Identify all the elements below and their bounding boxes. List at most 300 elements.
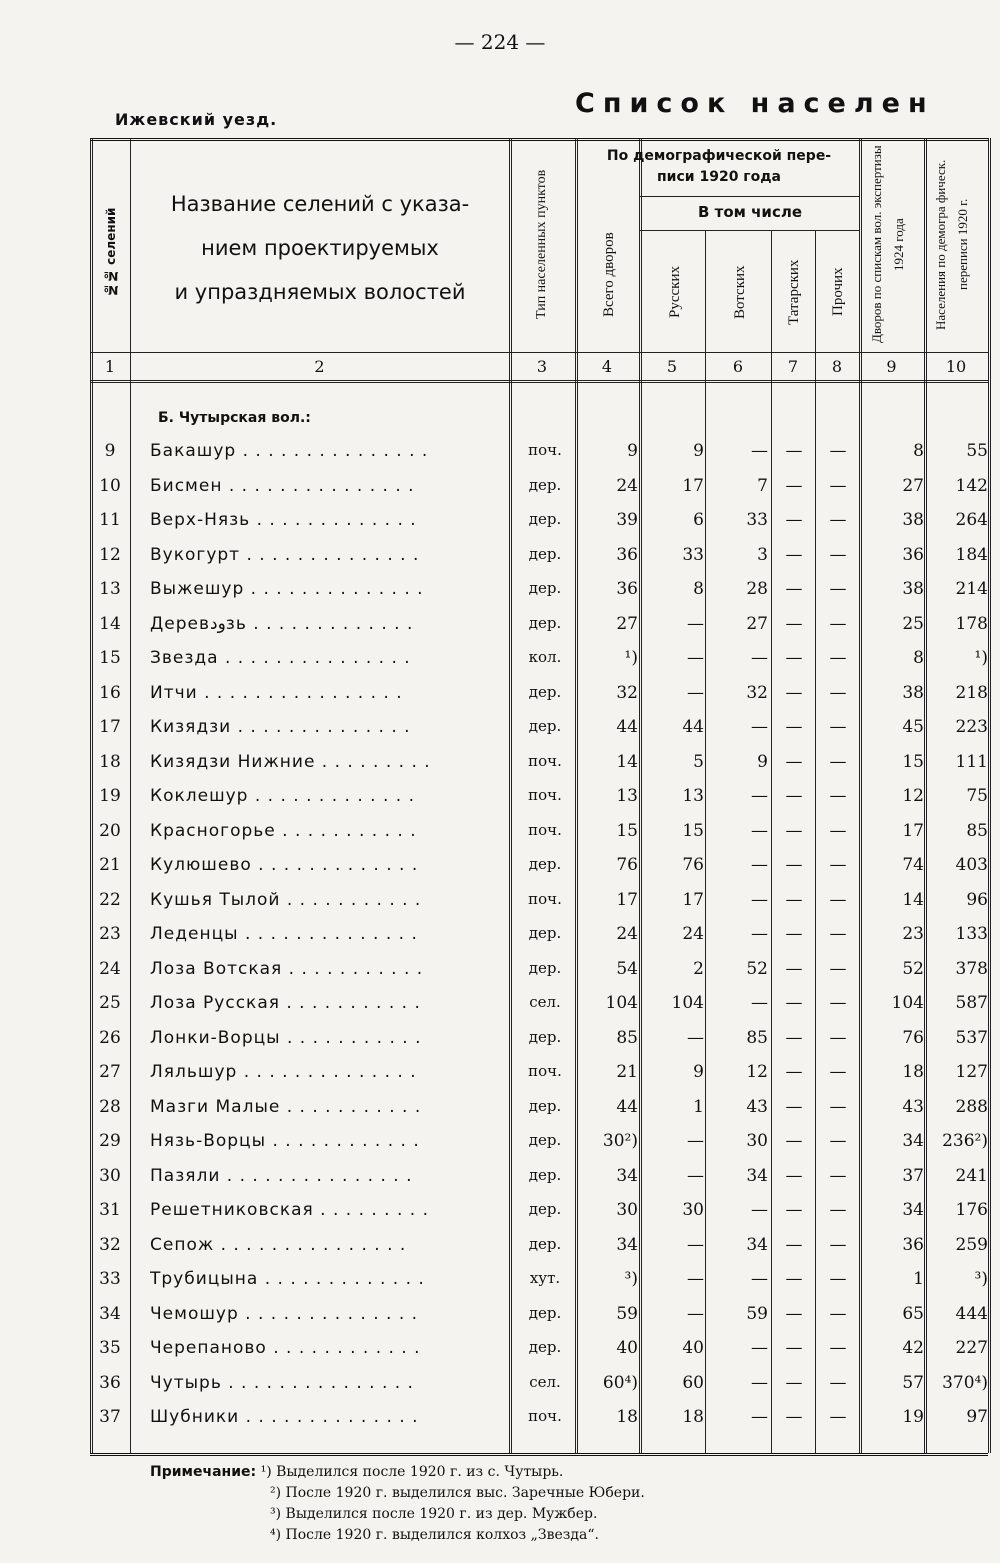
cell-c10: ³) — [974, 1269, 988, 1289]
table-row — [0, 1056, 1000, 1090]
cell-type: дер. — [528, 958, 562, 977]
table-row — [0, 746, 1000, 780]
cell-name: Верх-Нязь . . . . . . . . . . . . . — [150, 510, 417, 530]
cell-c4: 44 — [616, 1096, 638, 1117]
cell-c6: — — [751, 889, 768, 910]
cell-c9: 45 — [902, 717, 924, 737]
col-header-num: №№ селений — [104, 207, 118, 298]
cell-c7: — — [785, 924, 803, 944]
section-title: Б. Чутырская вол.: — [158, 410, 311, 426]
cell-c5: 30 — [682, 1200, 704, 1220]
cell-n: 31 — [99, 1200, 121, 1220]
cell-c5: — — [687, 1165, 704, 1186]
cell-c6: — — [751, 1200, 768, 1220]
cell-c9: 36 — [902, 544, 924, 565]
cell-c6: — — [751, 993, 768, 1013]
cell-name: Чутырь . . . . . . . . . . . . . . . — [150, 1372, 414, 1393]
cell-c8: — — [829, 1062, 847, 1082]
cell-c9: 12 — [902, 786, 924, 806]
cell-c6: — — [751, 855, 768, 875]
cell-c10: 96 — [966, 889, 988, 910]
cell-c10: 227 — [955, 1338, 988, 1358]
cell-type: поч. — [528, 1062, 562, 1080]
cell-c6: — — [751, 648, 768, 668]
cell-name: Мазги Малые . . . . . . . . . . . — [150, 1096, 422, 1117]
table-row — [0, 1229, 1000, 1263]
cell-c10: 214 — [955, 579, 988, 599]
col-header-name-line: нием проектируемых — [201, 236, 439, 260]
cell-c10: 111 — [955, 751, 988, 772]
cell-c9: 42 — [902, 1338, 924, 1358]
cell-c7: — — [785, 1407, 803, 1427]
cell-type: сел. — [529, 1372, 561, 1391]
cell-n: 24 — [99, 958, 121, 979]
cell-c4: 40 — [616, 1338, 638, 1358]
col-header-total: Всего дворов — [601, 232, 617, 318]
cell-c6: 30 — [746, 1131, 768, 1151]
cell-c4: 27 — [616, 613, 638, 634]
cell-c7: — — [785, 1303, 803, 1324]
cell-c4: 15 — [616, 820, 638, 841]
cell-c6: 52 — [746, 958, 768, 979]
cell-c10: 85 — [966, 820, 988, 841]
cell-n: 16 — [99, 682, 121, 703]
cell-n: 32 — [99, 1234, 121, 1255]
cell-name: Деревودзь . . . . . . . . . . . . . — [150, 613, 414, 634]
cell-type: дер. — [528, 924, 562, 942]
cell-c9: 38 — [902, 510, 924, 530]
cell-c4: 18 — [616, 1407, 638, 1427]
cell-c7: — — [785, 1131, 803, 1151]
cell-c10: 218 — [955, 682, 988, 703]
cell-type: дер. — [528, 1027, 562, 1046]
table-row — [0, 1401, 1000, 1435]
cell-name: Ляльшур . . . . . . . . . . . . . . — [150, 1062, 417, 1082]
cell-c9: 23 — [902, 924, 924, 944]
table-row — [0, 1194, 1000, 1228]
group-header-demography — [580, 146, 858, 188]
cell-c4: 21 — [616, 1062, 638, 1082]
col-number: 2 — [314, 357, 325, 376]
col-number: 1 — [104, 357, 116, 376]
cell-c6: — — [751, 820, 768, 841]
cell-type: дер. — [528, 1303, 562, 1322]
page-number: — 224 — — [454, 30, 546, 54]
cell-name: Коклешур . . . . . . . . . . . . . — [150, 786, 415, 806]
cell-c4: 24 — [616, 924, 638, 944]
cell-c7: — — [785, 751, 803, 772]
cell-c10: 97 — [966, 1407, 988, 1427]
col-header-tatar: Татарских — [786, 259, 802, 325]
cell-c10: 259 — [955, 1234, 988, 1255]
cell-n: 26 — [99, 1027, 121, 1048]
cell-type: дер. — [528, 1234, 562, 1253]
col-header-households-1924: Дворов по спискам вол. экспертизы 1924 года — [869, 145, 906, 344]
cell-type: поч. — [528, 751, 562, 770]
cell-c10: 444 — [955, 1303, 988, 1324]
cell-c5: 33 — [682, 544, 704, 565]
table-row — [0, 1091, 1000, 1125]
col-header-name-line: Название селений с указа- — [170, 192, 470, 216]
cell-c5: 9 — [693, 1062, 704, 1082]
cell-c8: — — [829, 1131, 847, 1151]
cell-c7: — — [785, 544, 803, 565]
cell-c9: 18 — [902, 1062, 924, 1082]
cell-c4: 104 — [605, 993, 638, 1013]
cell-type: сел. — [529, 993, 561, 1011]
cell-n: 14 — [99, 613, 121, 634]
cell-name: Выжешур . . . . . . . . . . . . . . — [150, 579, 424, 599]
cell-c10: 241 — [955, 1165, 988, 1186]
cell-c5: 24 — [682, 924, 704, 944]
table-row — [0, 539, 1000, 573]
cell-c4: 36 — [616, 544, 638, 565]
cell-name: Вукогурт . . . . . . . . . . . . . . — [150, 544, 420, 565]
cell-c6: — — [751, 1407, 768, 1427]
cell-c4: 60⁴) — [602, 1372, 638, 1393]
cell-c8: — — [829, 1234, 847, 1255]
cell-name: Лоза Вотская . . . . . . . . . . . — [150, 958, 424, 979]
cell-c6: 12 — [746, 1062, 768, 1082]
col-header-name-line: и упраздняемых волостей — [174, 280, 466, 304]
cell-c8: — — [829, 717, 847, 737]
cell-c5: — — [687, 613, 704, 634]
table-row — [0, 504, 1000, 538]
cell-c6: 28 — [746, 579, 768, 599]
cell-c7: — — [785, 717, 803, 737]
table-row — [0, 1298, 1000, 1332]
cell-c7: — — [785, 1234, 803, 1255]
cell-type: дер. — [528, 717, 562, 735]
cell-c5: 2 — [693, 958, 704, 979]
cell-n: 23 — [99, 924, 121, 944]
table-row — [0, 470, 1000, 504]
cell-c10: 178 — [955, 613, 988, 634]
cell-c7: — — [785, 1062, 803, 1082]
cell-type: дер. — [528, 1338, 562, 1356]
cell-c5: — — [687, 682, 704, 703]
note-item: ¹) Выделился после 1920 г. из с. Чутырь. — [260, 1464, 564, 1480]
cell-type: дер. — [528, 613, 562, 632]
cell-c5: 1 — [693, 1096, 704, 1117]
cell-c7: — — [785, 1372, 803, 1393]
cell-n: 19 — [99, 786, 121, 806]
cell-type: дер. — [528, 475, 562, 494]
cell-type: дер. — [528, 855, 562, 873]
cell-c8: — — [829, 1269, 847, 1289]
cell-c5: — — [687, 648, 704, 668]
cell-c5: 17 — [682, 475, 704, 496]
cell-c6: 43 — [746, 1096, 768, 1117]
cell-c8: — — [829, 820, 847, 841]
cell-n: 22 — [99, 889, 121, 910]
table-row — [0, 918, 1000, 952]
cell-c7: — — [785, 475, 803, 496]
cell-c7: — — [785, 1269, 803, 1289]
cell-c5: 8 — [693, 579, 704, 599]
table-row — [0, 642, 1000, 676]
cell-c4: 85 — [616, 1027, 638, 1048]
cell-name: Красногорье . . . . . . . . . . . — [150, 820, 417, 841]
cell-n: 17 — [99, 717, 121, 737]
cell-n: 34 — [99, 1303, 121, 1324]
col-number: 10 — [945, 357, 967, 376]
cell-c4: 34 — [616, 1234, 638, 1255]
cell-c5: 17 — [682, 889, 704, 910]
cell-c8: — — [829, 1372, 847, 1393]
cell-name: Лоза Русская . . . . . . . . . . . — [150, 993, 421, 1013]
table-row — [0, 1263, 1000, 1297]
table-row — [0, 987, 1000, 1021]
cell-n: 36 — [99, 1372, 121, 1393]
cell-c6: — — [751, 1338, 768, 1358]
cell-c9: 34 — [902, 1200, 924, 1220]
cell-name: Пазяли . . . . . . . . . . . . . . . — [150, 1165, 413, 1186]
cell-c6: 34 — [746, 1165, 768, 1186]
cell-c9: 38 — [902, 682, 924, 703]
table-row — [0, 1332, 1000, 1366]
cell-c8: — — [829, 889, 847, 910]
cell-name: Сепож . . . . . . . . . . . . . . . — [150, 1234, 407, 1255]
col-header-votyak: Вотских — [732, 265, 748, 319]
cell-type: поч. — [528, 441, 562, 459]
cell-c8: — — [829, 1303, 847, 1324]
cell-c10: 537 — [955, 1027, 988, 1048]
cell-c7: — — [785, 648, 803, 668]
cell-c5: 15 — [682, 820, 704, 841]
cell-c6: — — [751, 441, 768, 461]
cell-c9: 8 — [913, 441, 924, 461]
cell-c8: — — [829, 648, 847, 668]
rule — [90, 352, 988, 353]
cell-name: Шубники . . . . . . . . . . . . . . — [150, 1407, 419, 1427]
cell-c7: — — [785, 682, 803, 703]
rule — [639, 230, 859, 231]
cell-c6: 32 — [746, 682, 768, 703]
cell-c6: 33 — [746, 510, 768, 530]
notes-label: Примечание: — [150, 1464, 257, 1480]
cell-c5: 6 — [693, 510, 704, 530]
cell-c4: 54 — [616, 958, 638, 979]
col-number: 9 — [886, 357, 897, 376]
cell-type: поч. — [528, 1407, 562, 1425]
col-number: 8 — [831, 357, 843, 376]
cell-c6: 7 — [757, 475, 768, 496]
cell-c5: 104 — [671, 993, 704, 1013]
rule — [639, 196, 859, 197]
cell-c10: 75 — [966, 786, 988, 806]
footnotes — [150, 1462, 645, 1546]
cell-c7: — — [785, 855, 803, 875]
note-item: ³) Выделился после 1920 г. из дер. Мужбер. — [270, 1506, 598, 1522]
cell-c6: — — [751, 924, 768, 944]
cell-c6: — — [751, 786, 768, 806]
table-row — [0, 573, 1000, 607]
cell-c4: 14 — [616, 751, 638, 772]
cell-c6: 9 — [757, 751, 768, 772]
cell-c4: 39 — [616, 510, 638, 530]
cell-c5: 44 — [682, 717, 704, 737]
table-row — [0, 435, 1000, 469]
cell-c7: — — [785, 786, 803, 806]
cell-c4: 13 — [616, 786, 638, 806]
cell-c9: 43 — [902, 1096, 924, 1117]
col-header-other: Прочих — [830, 267, 846, 317]
table-row — [0, 849, 1000, 883]
cell-c10: 264 — [955, 510, 988, 530]
cell-c10: 142 — [955, 475, 988, 496]
cell-c4: 34 — [616, 1165, 638, 1186]
cell-type: хут. — [529, 1269, 561, 1287]
table-row — [0, 711, 1000, 745]
cell-c5: 76 — [682, 855, 704, 875]
table-row — [0, 1022, 1000, 1056]
cell-c10: 127 — [955, 1062, 988, 1082]
cell-c6: — — [751, 1269, 768, 1289]
cell-n: 25 — [99, 993, 121, 1013]
cell-c7: — — [785, 579, 803, 599]
cell-c4: ³) — [624, 1269, 638, 1289]
cell-c8: — — [829, 1407, 847, 1427]
cell-c8: — — [829, 1027, 847, 1048]
cell-c5: 40 — [682, 1338, 704, 1358]
cell-n: 10 — [99, 475, 121, 496]
cell-c9: 19 — [902, 1407, 924, 1427]
cell-c7: — — [785, 1200, 803, 1220]
cell-name: Бакашур . . . . . . . . . . . . . . . — [150, 441, 429, 461]
col-number: 4 — [601, 357, 613, 376]
cell-c4: 24 — [616, 475, 638, 496]
cell-c8: — — [829, 786, 847, 806]
page-title: Список населен — [575, 88, 935, 119]
cell-c8: — — [829, 1200, 847, 1220]
cell-name: Лонки-Ворцы . . . . . . . . . . . — [150, 1027, 422, 1048]
cell-c9: 76 — [902, 1027, 924, 1048]
col-number: 7 — [787, 357, 799, 376]
cell-c10: 403 — [955, 855, 988, 875]
col-header-population-1920: Населения по демогра фическ. переписи 1920 г. — [933, 159, 970, 330]
cell-c7: — — [785, 889, 803, 910]
cell-c9: 37 — [902, 1165, 924, 1186]
rule — [90, 380, 988, 383]
cell-c6: 34 — [746, 1234, 768, 1255]
cell-c9: 15 — [902, 751, 924, 772]
cell-c4: 30²) — [602, 1131, 638, 1151]
cell-name: Кизядзи . . . . . . . . . . . . . . — [150, 717, 411, 737]
cell-c4: 30 — [616, 1200, 638, 1220]
cell-c9: 36 — [902, 1234, 924, 1255]
cell-c5: 60 — [682, 1372, 704, 1393]
cell-c4: 9 — [627, 441, 638, 461]
cell-type: дер. — [528, 510, 562, 528]
cell-n: 15 — [99, 648, 121, 668]
cell-c8: — — [829, 751, 847, 772]
cell-name: Леденцы . . . . . . . . . . . . . . — [150, 924, 418, 944]
cell-n: 33 — [99, 1269, 121, 1289]
group-header-line: По демографической пере- — [606, 148, 832, 164]
cell-c7: — — [785, 958, 803, 979]
cell-c9: 52 — [902, 958, 924, 979]
cell-c5: — — [687, 1027, 704, 1048]
cell-c7: — — [785, 510, 803, 530]
table-row — [0, 953, 1000, 987]
cell-c10: ¹) — [974, 648, 988, 668]
table-row — [0, 677, 1000, 711]
cell-type: дер. — [528, 1096, 562, 1115]
cell-name: Решетниковская . . . . . . . . . — [150, 1200, 430, 1220]
cell-c5: — — [687, 1131, 704, 1151]
cell-c9: 27 — [902, 475, 924, 496]
group-header-including: В том числе — [698, 203, 802, 221]
note-item: ²) После 1920 г. выделился выс. Заречные Юбери. — [270, 1485, 645, 1501]
cell-c6: — — [751, 717, 768, 737]
cell-c9: 34 — [902, 1131, 924, 1151]
cell-c10: 133 — [955, 924, 988, 944]
cell-c9: 8 — [913, 648, 924, 668]
cell-n: 37 — [99, 1407, 121, 1427]
cell-n: 21 — [99, 855, 121, 875]
cell-c8: — — [829, 544, 847, 565]
cell-c4: 17 — [616, 889, 638, 910]
cell-c4: 76 — [616, 855, 638, 875]
cell-n: 9 — [104, 441, 116, 461]
cell-type: поч. — [528, 786, 562, 804]
cell-c8: — — [829, 855, 847, 875]
col-number: 3 — [536, 357, 548, 376]
cell-c8: — — [829, 475, 847, 496]
cell-name: Кулюшево . . . . . . . . . . . . . — [150, 855, 419, 875]
cell-c7: — — [785, 613, 803, 634]
cell-c10: 176 — [955, 1200, 988, 1220]
cell-c4: 44 — [616, 717, 638, 737]
cell-name: Звезда . . . . . . . . . . . . . . . — [150, 648, 411, 668]
table-row — [0, 1125, 1000, 1159]
cell-c5: — — [687, 1303, 704, 1324]
col-number: 5 — [666, 357, 678, 376]
cell-c7: — — [785, 1165, 803, 1186]
cell-name: Черепаново . . . . . . . . . . . . — [150, 1338, 421, 1358]
cell-name: Чемошур . . . . . . . . . . . . . . — [150, 1303, 419, 1324]
cell-c5: — — [687, 1269, 704, 1289]
cell-name: Кизядзи Нижние . . . . . . . . . — [150, 751, 431, 772]
cell-c9: 57 — [902, 1372, 924, 1393]
cell-type: дер. — [528, 579, 562, 597]
cell-type: дер. — [528, 1165, 562, 1184]
cell-c10: 378 — [955, 958, 988, 979]
cell-c9: 74 — [902, 855, 924, 875]
cell-c6: — — [751, 1372, 768, 1393]
cell-c7: — — [785, 1027, 803, 1048]
table-row — [0, 884, 1000, 918]
cell-name: Бисмен . . . . . . . . . . . . . . . — [150, 475, 415, 496]
cell-c9: 38 — [902, 579, 924, 599]
group-header-line: писи 1920 года — [657, 169, 781, 185]
col-number: 6 — [732, 357, 744, 376]
table-row — [0, 780, 1000, 814]
cell-n: 11 — [99, 510, 121, 530]
cell-c9: 17 — [902, 820, 924, 841]
table-row — [0, 1367, 1000, 1401]
cell-type: дер. — [528, 682, 562, 701]
cell-n: 30 — [99, 1165, 121, 1186]
cell-c10: 370⁴) — [942, 1372, 988, 1393]
cell-c10: 236²) — [942, 1131, 988, 1151]
cell-n: 12 — [99, 544, 121, 565]
cell-c6: 3 — [757, 544, 768, 565]
cell-c4: 59 — [616, 1303, 638, 1324]
cell-c10: 55 — [966, 441, 988, 461]
cell-c7: — — [785, 1338, 803, 1358]
